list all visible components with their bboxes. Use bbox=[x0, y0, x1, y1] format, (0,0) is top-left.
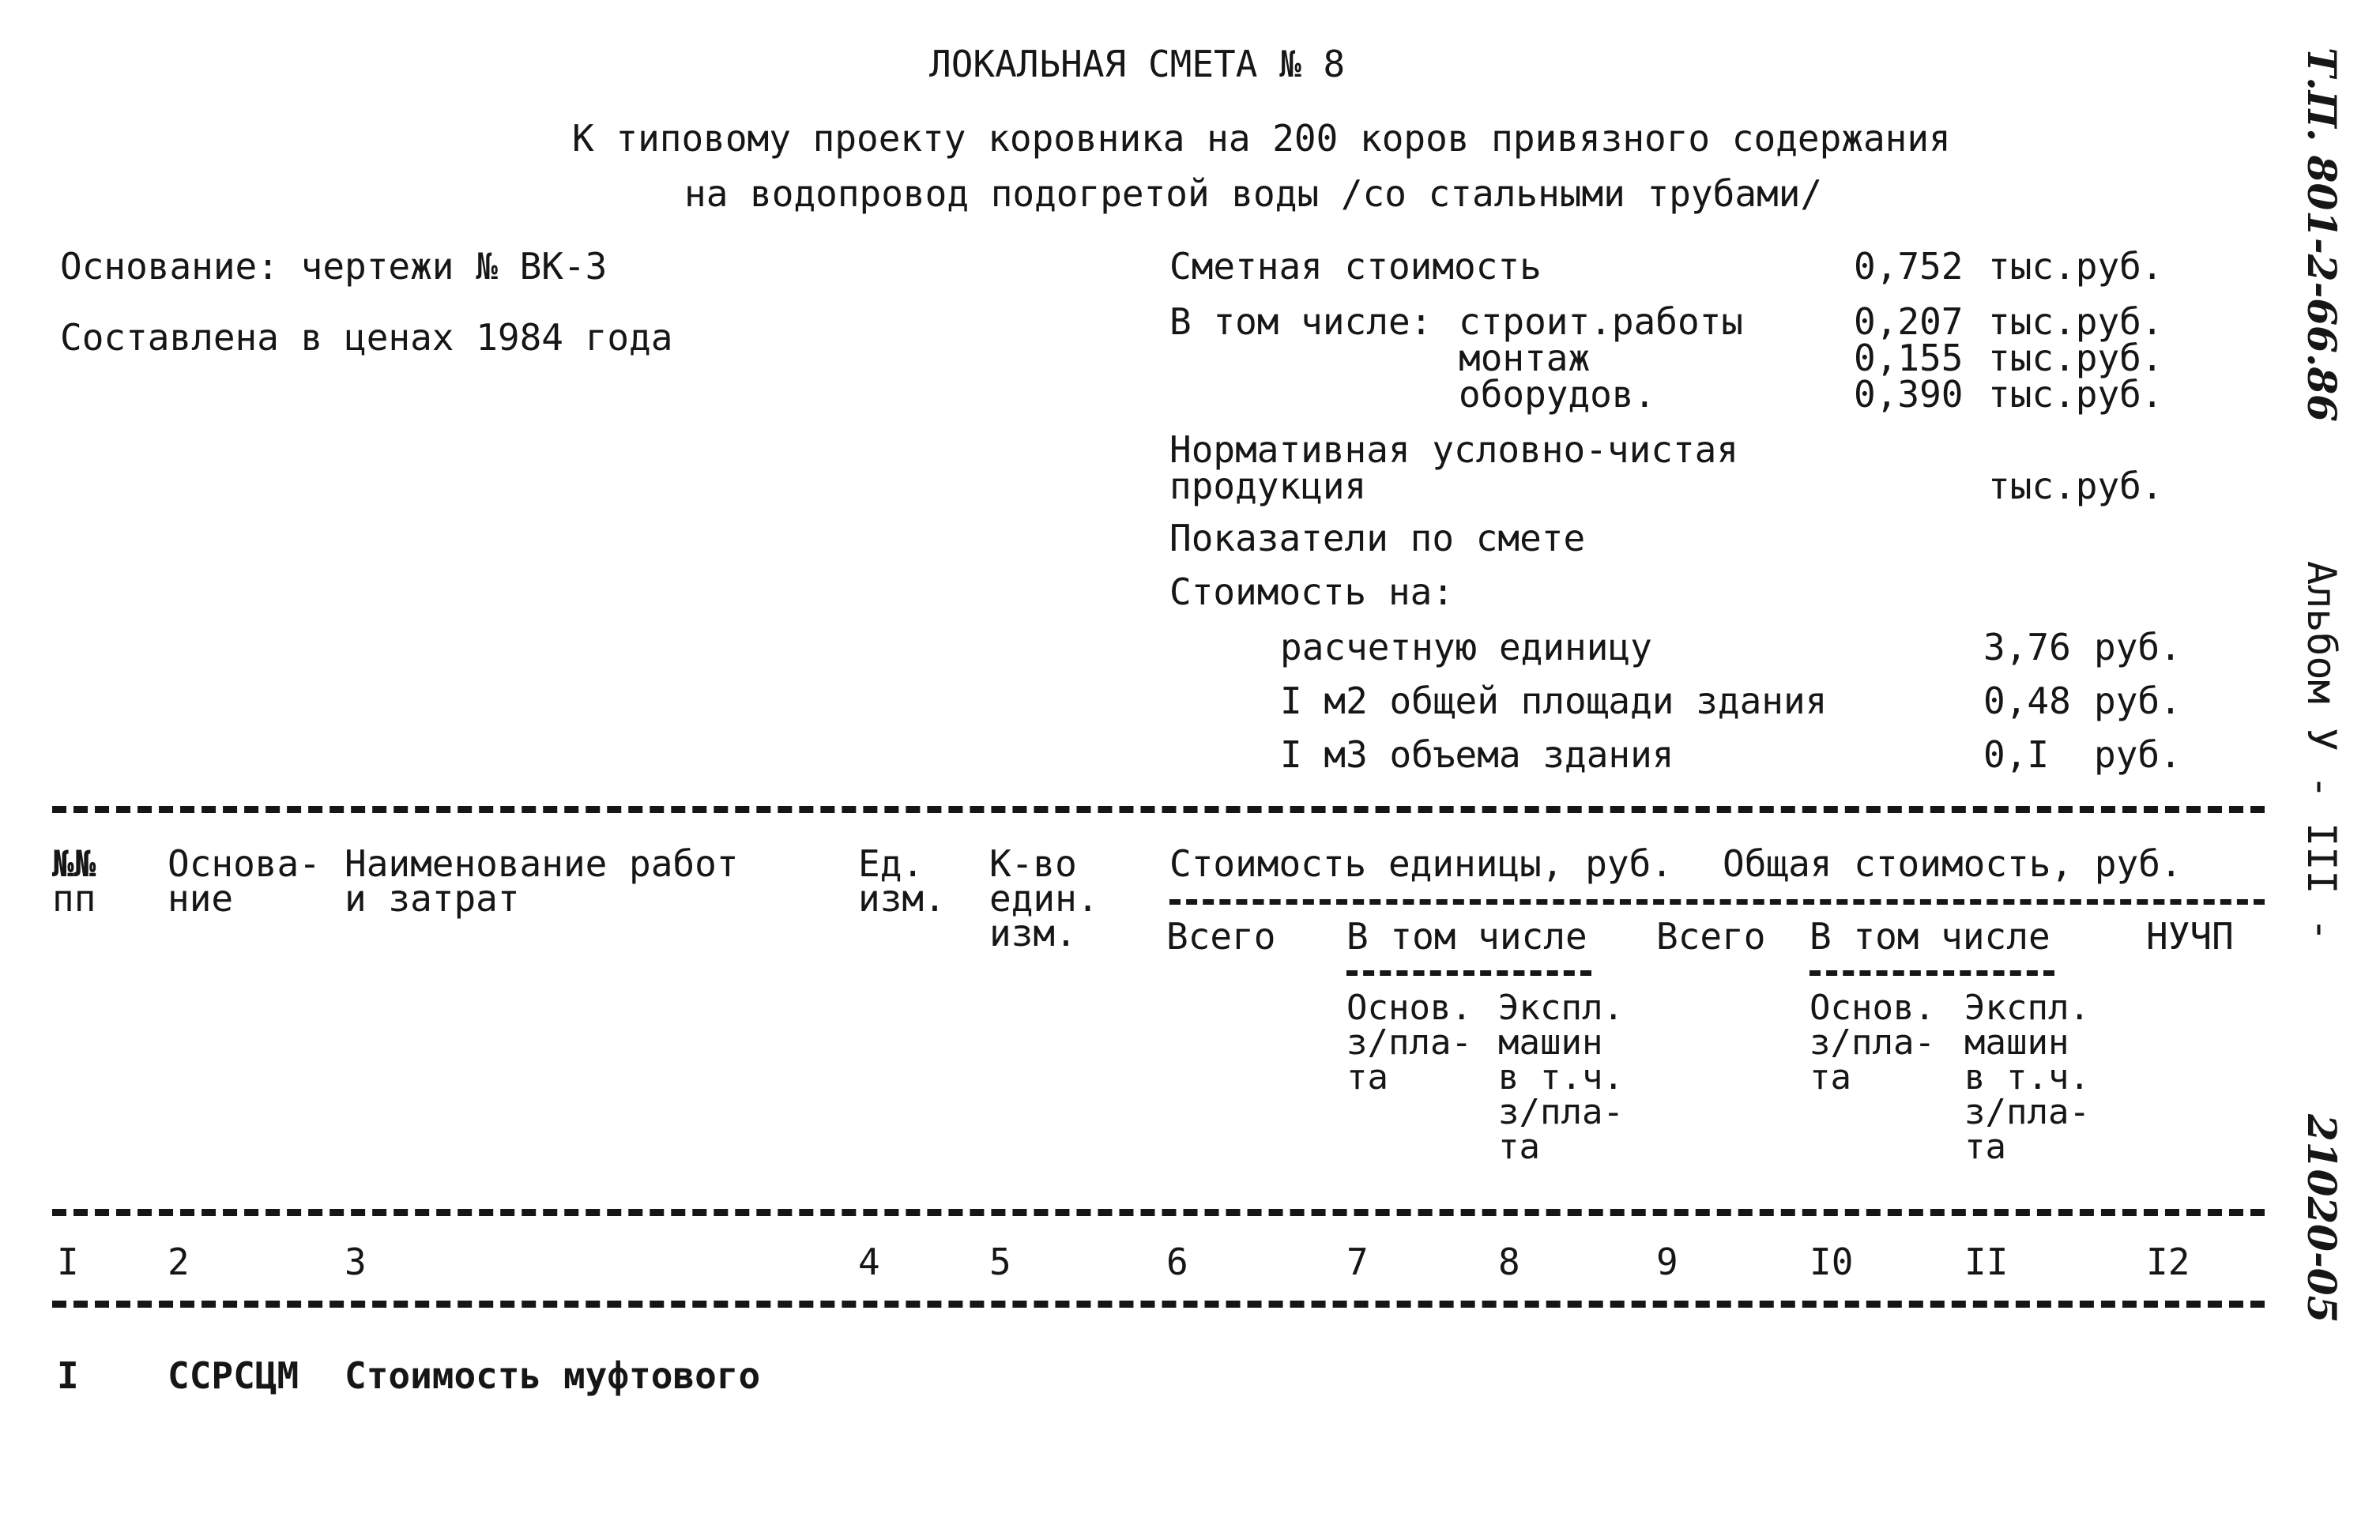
col-name-header-line-2: и затрат bbox=[345, 877, 520, 920]
per-unit-value: 3,76 bbox=[1983, 626, 2071, 668]
estimated-cost-value: 0,752 bbox=[1854, 245, 1964, 288]
per-unit-unit: руб. bbox=[2094, 626, 2182, 668]
per-m3-value: 0,I bbox=[1983, 733, 2050, 776]
construction-unit: тыс.руб. bbox=[1988, 300, 2163, 343]
per-m3-label: I м3 объема здания bbox=[1280, 733, 1674, 776]
col-qty-header-line-2: един. bbox=[989, 877, 1099, 920]
construction-label: строит.работы bbox=[1459, 300, 1744, 343]
column-numbers-bottom-rule bbox=[52, 1301, 2265, 1308]
col-number-header-line-1: №№ bbox=[52, 842, 96, 885]
column-number-6: 6 bbox=[1166, 1241, 1188, 1283]
total-main-wage-line-1: Основ. bbox=[1809, 988, 1935, 1028]
column-number-10: I0 bbox=[1809, 1241, 1854, 1283]
cost-for-label: Стоимость на: bbox=[1169, 570, 1455, 613]
per-unit-label: расчетную единицу bbox=[1280, 626, 1652, 668]
normative-label-line-2: продукция bbox=[1169, 465, 1367, 507]
column-number-11: II bbox=[1964, 1241, 2009, 1283]
per-m3-unit: руб. bbox=[2094, 733, 2182, 776]
margin-project-code bbox=[2299, 47, 2344, 422]
total-cost-group-header: Общая стоимость, руб. bbox=[1723, 842, 2182, 885]
estimated-cost-unit: тыс.руб. bbox=[1988, 245, 2163, 288]
margin-album bbox=[2299, 561, 2344, 942]
unit-cost-total-header: Всего bbox=[1166, 915, 1276, 958]
total-main-wage-line-2: з/пла- bbox=[1809, 1022, 1935, 1063]
row-1-number: I bbox=[57, 1354, 79, 1397]
total-machine-op-line-4: з/пла- bbox=[1964, 1092, 2090, 1132]
normative-label-line-1: Нормативная условно-чистая bbox=[1169, 428, 1739, 471]
column-number-2: 2 bbox=[168, 1241, 190, 1283]
total-machine-op-line-5: та bbox=[1964, 1127, 2006, 1167]
unit-machine-op-line-4: з/пла- bbox=[1498, 1092, 1624, 1132]
col-basis-header-line-1: Основа- bbox=[168, 842, 321, 885]
col-number-header-line-2: пп bbox=[52, 877, 96, 920]
unit-machine-op-line-3: в т.ч. bbox=[1498, 1057, 1624, 1098]
row-1-basis: ССРСЦМ bbox=[168, 1354, 299, 1397]
unit-main-wage-line-1: Основ. bbox=[1346, 988, 1472, 1028]
document-subtitle-line-2: на водопровод подогретой воды /со стальными трубами/ bbox=[684, 172, 1823, 215]
estimated-cost-label: Сметная стоимость bbox=[1169, 245, 1542, 288]
total-main-wage-line-3: та bbox=[1809, 1057, 1851, 1098]
normative-unit: тыс.руб. bbox=[1988, 465, 2163, 507]
margin-project-code-text: Т.П. 801-2-66.86 bbox=[2299, 47, 2345, 422]
col-qty-header-line-3: изм. bbox=[989, 912, 1077, 954]
total-cost-total-header: Всего bbox=[1656, 915, 1766, 958]
header-bottom-rule bbox=[52, 1209, 2265, 1216]
margin-album-text: Альбом У - III - bbox=[2299, 561, 2344, 942]
per-m2-value: 0,48 bbox=[1983, 680, 2071, 722]
margin-sheet-code-text: 21020-05 bbox=[2299, 1114, 2345, 1323]
installation-label: монтаж bbox=[1459, 337, 1591, 379]
unit-main-wage-line-2: з/пла- bbox=[1346, 1022, 1472, 1063]
per-m2-unit: руб. bbox=[2094, 680, 2182, 722]
document-title: ЛОКАЛЬНАЯ СМЕТА № 8 bbox=[929, 43, 1346, 85]
column-number-5: 5 bbox=[989, 1241, 1011, 1283]
column-number-4: 4 bbox=[858, 1241, 880, 1283]
unit-main-wage-line-3: та bbox=[1346, 1057, 1388, 1098]
unit-cost-group-header: Стоимость единицы, руб. bbox=[1169, 842, 1673, 885]
unit-machine-op-line-1: Экспл. bbox=[1498, 988, 1624, 1028]
column-number-7: 7 bbox=[1346, 1241, 1369, 1283]
column-number-8: 8 bbox=[1498, 1241, 1520, 1283]
indicators-label: Показатели по смете bbox=[1169, 517, 1586, 559]
construction-value: 0,207 bbox=[1854, 300, 1964, 343]
column-number-1: I bbox=[57, 1241, 79, 1283]
table-top-rule bbox=[52, 806, 2265, 813]
total-cost-including-rule bbox=[1809, 970, 2054, 976]
equipment-value: 0,390 bbox=[1854, 373, 1964, 416]
column-number-12: I2 bbox=[2146, 1241, 2190, 1283]
col-name-header-line-1: Наименование работ bbox=[345, 842, 739, 885]
installation-value: 0,155 bbox=[1854, 337, 1964, 379]
row-1-name: Стоимость муфтового bbox=[345, 1354, 761, 1397]
total-machine-op-line-2: машин bbox=[1964, 1022, 2069, 1063]
col-unit-header-line-2: изм. bbox=[858, 877, 946, 920]
total-machine-op-line-1: Экспл. bbox=[1964, 988, 2090, 1028]
total-machine-op-line-3: в т.ч. bbox=[1964, 1057, 2090, 1098]
margin-sheet-code bbox=[2299, 1114, 2344, 1323]
col-basis-header-line-2: ние bbox=[168, 877, 234, 920]
installation-unit: тыс.руб. bbox=[1988, 337, 2163, 379]
column-number-3: 3 bbox=[345, 1241, 367, 1283]
col-qty-header-line-1: К-во bbox=[989, 842, 1077, 885]
prices-year: Составлена в ценах 1984 года bbox=[60, 316, 673, 359]
document-subtitle-line-1: К типовому проекту коровника на 200 коров привязного содержания bbox=[572, 117, 1951, 160]
unit-cost-including-header: В том числе bbox=[1346, 915, 1587, 958]
column-number-9: 9 bbox=[1656, 1241, 1678, 1283]
including-label: В том числе: bbox=[1169, 300, 1433, 343]
unit-machine-op-line-5: та bbox=[1498, 1127, 1540, 1167]
nuchp-header: НУЧП bbox=[2146, 915, 2234, 958]
basis-drawings: Основание: чертежи № ВК-3 bbox=[60, 245, 608, 288]
unit-cost-including-rule bbox=[1346, 970, 1591, 976]
equipment-label: оборудов. bbox=[1459, 373, 1656, 416]
col-unit-header-line-1: Ед. bbox=[858, 842, 925, 885]
equipment-unit: тыс.руб. bbox=[1988, 373, 2163, 416]
cost-group-rule bbox=[1169, 899, 2265, 905]
total-cost-including-header: В том числе bbox=[1809, 915, 2050, 958]
per-m2-label: I м2 общей площади здания bbox=[1280, 680, 1828, 722]
unit-machine-op-line-2: машин bbox=[1498, 1022, 1603, 1063]
